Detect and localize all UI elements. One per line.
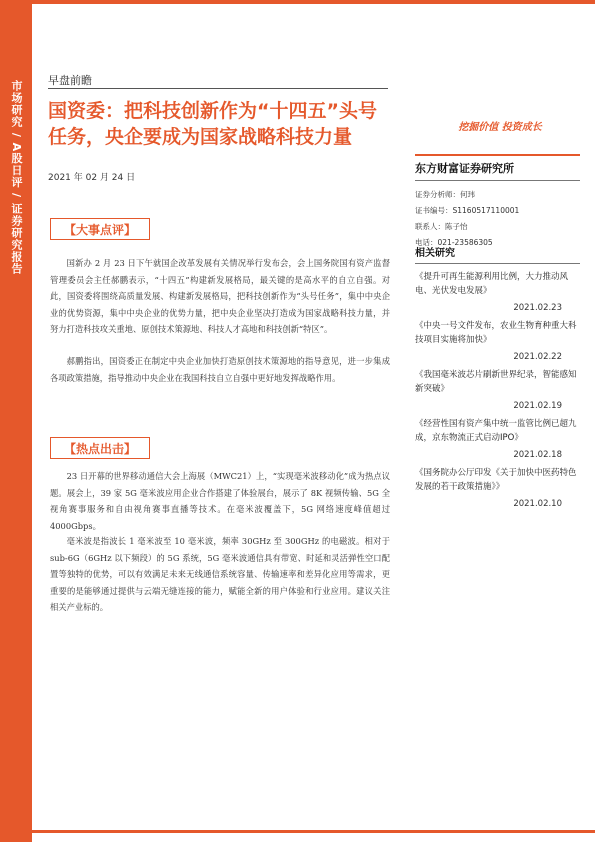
- contact-phone: 电话：021-23586305: [415, 238, 493, 247]
- hotspot-section-heading: 【热点出击】: [50, 437, 150, 459]
- analyst-name: 证券分析师：何玮: [415, 190, 475, 199]
- top-accent-bar: [0, 0, 595, 4]
- related-heading: 相关研究: [415, 244, 580, 264]
- related-item-title[interactable]: 《提升可再生能源利用比例，大力推动风电、光伏发电发展》: [415, 272, 569, 296]
- related-item-date: 2021.02.19: [513, 401, 562, 411]
- events-section-heading: 【大事点评】: [50, 218, 150, 240]
- related-item-date: 2021.02.18: [513, 450, 562, 460]
- report-title: 国资委：把科技创新作为“十四五”头号任务，央企要成为国家战略科技力量: [48, 100, 377, 148]
- sidebar-band: [0, 0, 32, 842]
- related-item[interactable]: [415, 466, 580, 511]
- sidebar-label: 市场研究 / A股日评 / 证券研究报告: [10, 80, 23, 275]
- related-item-title[interactable]: 《国务院办公厅印发《关于加快中医药特色发展的若干政策措施》》: [415, 468, 577, 492]
- related-item-title[interactable]: 《中央一号文件发布，农业生物育种重大科技项目实施将加快》: [415, 321, 577, 345]
- certificate-number: 证书编号：S1160517110001: [415, 206, 520, 215]
- institution-name: 东方财富证券研究所: [415, 154, 580, 180]
- report-date: 2021 年 02 月 24 日: [48, 173, 136, 183]
- related-item[interactable]: [415, 417, 580, 462]
- related-item-date: 2021.02.23: [513, 303, 562, 313]
- bottom-accent-bar: [32, 830, 595, 833]
- related-research: [415, 244, 580, 515]
- related-item-title[interactable]: 《我国毫米波芯片刷新世界纪录，智能感知新突破》: [415, 370, 577, 394]
- related-item[interactable]: [415, 319, 580, 364]
- events-paragraph: 郝鹏指出，国资委正在制定中央企业加快打造原创技术策源地的指导意见，进一步集成各项政策措施，指导推动中央企业在我国科技自立自强中更好地发挥战略作用。: [50, 356, 390, 383]
- hotspot-paragraph: 23 日开幕的世界移动通信大会上海展（MWC21）上，“实现毫米波移动化”成为热点议题。展会上，39 家 5G 毫米波应用企业合作搭建了体验展台，展示了 8K 视频传输、5G 全视角赛事服务和自由视角赛事直播等技术。在毫米波覆盖下，5G 网络速度峰值超过 4000Gbps。: [50, 471, 390, 531]
- related-item[interactable]: [415, 368, 580, 413]
- category-divider: [48, 88, 388, 89]
- related-item-date: 2021.02.22: [513, 352, 562, 362]
- institution-box: [415, 154, 580, 251]
- institution-tagline: 挖掘价值 投资成长: [458, 122, 542, 133]
- related-item-date: 2021.02.10: [513, 499, 562, 509]
- report-category: 早盘前瞻: [48, 74, 92, 87]
- events-paragraph: 国新办 2 月 23 日下午就国企改革发展有关情况举行发布会，会上国务院国有资产监督管理委员会主任郝鹏表示，“十四五”构建新发展格局，最关键的是高水平的自立自强。对此，国资委将围绕高质量发展、构建新发展格局，把科技创新作为“头号任务”，集中中央企业的优势资源，集中中央企业的优势力量，把中央企业坚决打造成为国家战略科技力量，并努力打造科技攻关重地、原创技术策源地、科技人才高地和科技创新“特区”。: [50, 258, 390, 334]
- hotspot-paragraph: 毫米波是指波长 1 毫米波至 10 毫米波，频率 30GHz 至 300GHz 的电磁波。相对于 sub-6G（6GHz 以下频段）的 5G 系统，5G 毫米波通信具有带宽、时延和灵活弹性空口配置等独特的优势，可以有效满足未来无线通信系统容量、传输速率和差异化应用等需求，更重要的是能够通过提供与云端无缝连接的能力，赋能全新的用户体验和行业应用。建议关注相关产业标的。: [50, 536, 390, 612]
- related-item-title[interactable]: 《经营性国有资产集中统一监管比例已超九成，京东物流正式启动IPO》: [415, 419, 577, 443]
- institution-divider: [415, 180, 580, 181]
- contact-person: 联系人：陈子怡: [415, 222, 468, 231]
- related-item[interactable]: [415, 270, 580, 315]
